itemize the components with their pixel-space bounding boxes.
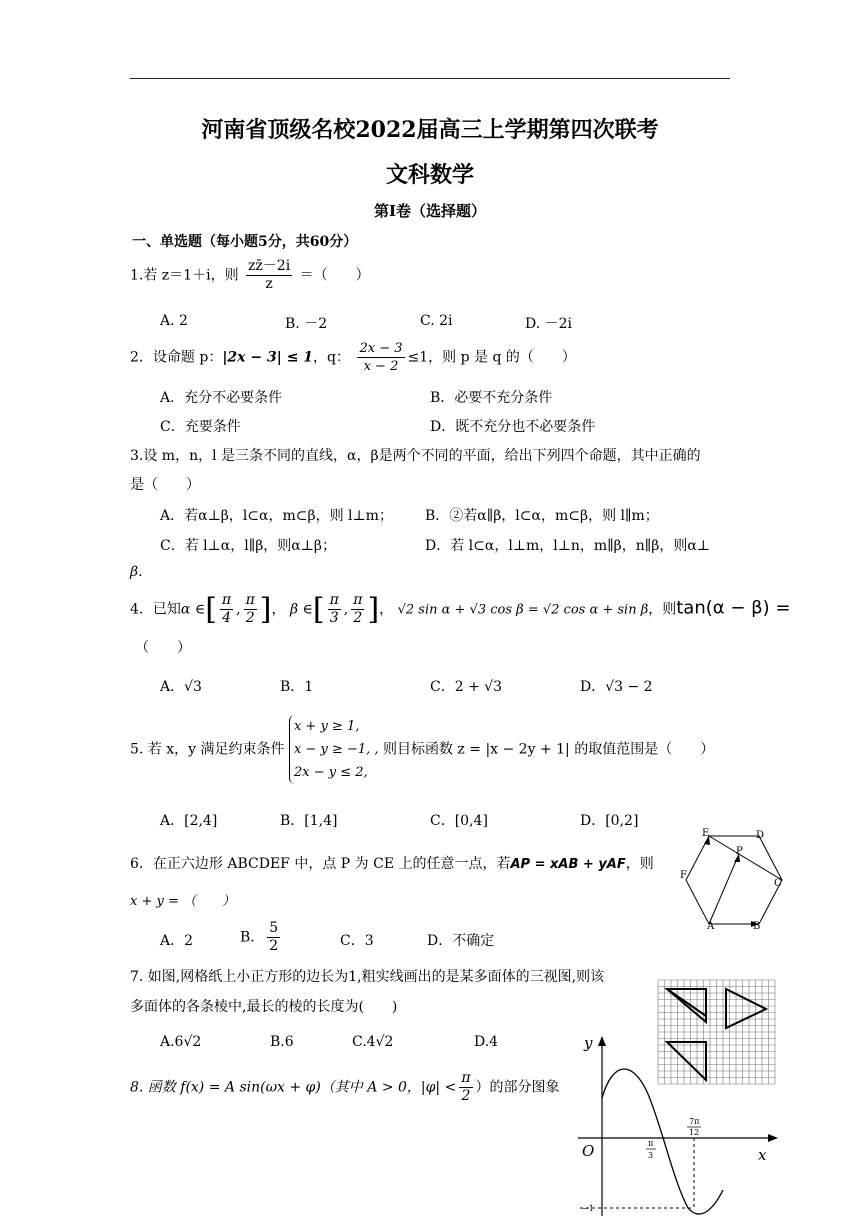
label-b: B (753, 921, 761, 932)
tick-pi: π (648, 1139, 654, 1148)
q4-pi-num: π (221, 592, 232, 608)
q5-constraint-2: x − y ≥ −1, , (293, 742, 379, 757)
q5-constraint-3: 2x − y ≤ 2, (293, 765, 368, 780)
q5-prefix: 5. 若 x，y 满足约束条件 (130, 741, 285, 758)
q1-prefix: 1.若 z＝1＋i，则 (130, 267, 239, 284)
q6-text-a: 6．在正六边形 ABCDEF 中，点 P 为 CE 上的任意一点，若 (130, 856, 511, 872)
q4-pi-num: π (245, 592, 255, 608)
q6-b-den: 2 (269, 938, 279, 954)
volume-heading: 第Ⅰ卷（选择题） (373, 202, 487, 220)
q2-p-expression: |2x − 3| ≤ 1 (222, 349, 314, 366)
side-view (726, 989, 766, 1028)
q4-prefix: 4．已知 (130, 601, 181, 618)
q2-le: ≤1 (407, 349, 429, 366)
q2-numerator: 2x − 3 (359, 341, 403, 356)
q4-ask: tan(α − β) = (676, 597, 791, 619)
q1-option-d: D. －2i (525, 316, 573, 332)
q4-frac-pi-2 (244, 592, 257, 627)
label-d: D (756, 830, 765, 841)
q1-suffix: ＝（ ） (299, 267, 370, 284)
sine-graph (568, 1030, 786, 1216)
q5-option-a: A．[2,4] (160, 813, 218, 829)
q4-then: ，则 (648, 601, 677, 618)
y-label: y (584, 1034, 593, 1052)
q4-right-bracket: ] (367, 591, 380, 627)
label-a: A (707, 921, 715, 932)
q3-option-b: B．②若α∥β，l⊂α，m⊂β，则 l∥m； (425, 508, 659, 524)
q3-line-2: 是（ ） (130, 477, 200, 493)
q6-option-b (240, 920, 283, 955)
q4-paren: （ ） (135, 640, 191, 656)
q4-den-3: 3 (329, 610, 339, 626)
q4-den-2: 2 (353, 610, 363, 626)
q4-frac-pi-3 (328, 592, 341, 627)
q6-line-1 (130, 853, 654, 873)
top-rule (130, 78, 730, 79)
q4-alpha-in: α ∈ (180, 601, 206, 618)
tick-minus-1: −1 (582, 1204, 594, 1213)
q6-text-b: ，则 (625, 856, 654, 872)
q4-left-bracket: [ (312, 591, 325, 627)
q4-option-b: B．1 (280, 679, 314, 695)
label-p: P (736, 846, 743, 857)
q4-pi-num: π (353, 592, 363, 608)
q8-prefix: 8. 函数 f(x) = A sin(ωx + φ)（其中 A > 0，|φ| < (130, 1079, 457, 1096)
q6-line-2: x + y = （ ） (130, 894, 235, 909)
x-axis-arrow (768, 1134, 778, 1142)
q2-option-a: A．充分不必要条件 (160, 390, 283, 406)
q4-equation: √2 sin α + √3 cos β = √2 cos α + sin β (397, 602, 649, 618)
q4-option-c: C．2 + √3 (430, 679, 503, 695)
q6-option-c: C．3 (340, 933, 374, 949)
question-2 (130, 340, 576, 375)
vector-ap (709, 854, 739, 924)
exam-title: 河南省顶级名校2022届高三上学期第四次联考 (201, 117, 659, 143)
q5-constraint-1: x + y ≥ 1, (293, 719, 360, 734)
tick-7pi: 7π (689, 1117, 700, 1126)
q1-option-c: C. 2i (420, 313, 453, 329)
q2-option-c: C．充要条件 (160, 419, 241, 435)
q2-option-d: D．既不充分也不必要条件 (430, 419, 596, 435)
q4-option-d: D．√3 − 2 (580, 679, 653, 695)
exam-subject: 文科数学 (385, 162, 474, 188)
q3-option-c: C．若 l⊥α，l∥β，则α⊥β； (160, 538, 337, 554)
tick-12: 12 (689, 1128, 700, 1137)
q2-denominator: x − 2 (363, 359, 399, 374)
q4-left-bracket: [ (205, 591, 217, 627)
q2-mid: ，q： (313, 349, 351, 366)
q1-denominator: z (265, 276, 273, 292)
q5-option-b: B．[1,4] (280, 813, 338, 829)
q1-option-b: B. －2 (285, 316, 328, 332)
q6-vector-equation: AP = xAB + yAF (510, 857, 626, 872)
q7-line-2: 多面体的各条棱中,最长的棱的长度为( ) (130, 999, 398, 1015)
q4-frac-pi-2b (351, 592, 364, 627)
sine-curve (602, 1069, 723, 1214)
q1-fraction (246, 258, 292, 293)
label-f: F (680, 870, 687, 881)
q5-suffix: 则目标函数 z = |x − 2y + 1| 的取值范围是（ ） (382, 741, 715, 758)
q3-option-d: D．若 l⊂α，l⊥m，l⊥n，m∥β，n∥β，则α⊥ (425, 538, 710, 554)
label-e: E (702, 828, 710, 839)
q7-option-c: C.4√2 (352, 1034, 394, 1050)
q4-frac-pi-4 (220, 592, 233, 627)
q2-option-b: B．必要不充分条件 (430, 390, 553, 406)
q8-fraction (459, 1070, 472, 1105)
q3-line-1: 3.设 m，n，l 是三条不同的直线，α，β是两个不同的平面，给出下列四个命题，其中正确的 (130, 448, 701, 464)
q4-beta-in: β ∈ (289, 601, 313, 618)
q6-option-b-fraction (267, 920, 280, 955)
q7-option-a: A.6√2 (160, 1034, 202, 1050)
q5-constraints (289, 715, 379, 784)
q7-line-1: 7. 如图,网格纸上小正方形的边长为1,粗实线画出的是某多面体的三视图,则该 (130, 969, 605, 985)
q5-option-c: C．[0,4] (430, 813, 488, 829)
q8-denominator: 2 (461, 1088, 471, 1104)
q3-option-a: A．若α⊥β，l⊂α，m⊂β，则 l⊥m； (160, 508, 393, 524)
x-label: x (758, 1146, 767, 1164)
question-1 (130, 258, 370, 293)
question-8 (130, 1070, 560, 1105)
origin-label: O (582, 1142, 595, 1160)
q2-suffix: ，则 p 是 q 的（ ） (428, 349, 576, 366)
hexagon-outline (686, 836, 782, 924)
q8-numerator: π (461, 1070, 471, 1086)
q2-prefix: 2．设命题 p： (130, 349, 223, 366)
y-axis-arrow (598, 1036, 606, 1046)
q2-fraction (357, 340, 404, 375)
q3-tail: β. (130, 564, 143, 580)
q4-den-2: 2 (245, 610, 255, 626)
question-5 (130, 715, 714, 784)
tick-3: 3 (648, 1151, 654, 1160)
section-heading: 一、单选题（每小题5分，共60分） (132, 234, 358, 250)
q4-right-bracket: ] (259, 591, 272, 627)
hexagon-figure (674, 826, 794, 932)
q4-pi-num: π (329, 592, 339, 608)
q5-option-d: D．[0,2] (580, 813, 639, 829)
q1-option-a: A. 2 (160, 313, 188, 329)
q7-option-b: B.6 (270, 1034, 294, 1050)
q6-option-d: D．不确定 (427, 933, 495, 949)
q7-option-d: D.4 (474, 1034, 499, 1050)
q6-option-b-label: B． (240, 929, 265, 946)
q1-numerator: zz̄－2i (248, 258, 291, 274)
q6-b-num: 5 (269, 920, 279, 936)
question-4: 4．已知α ∈[ $\frac{\pi}{4}$ , $\frac{\pi}{2}$ ]， β ∈[ $\frac{\pi}{3}$ , $\frac{\pi}{2}$ ]， √2 sin α + √3 cos β = √2 cos α + sin β，则tan(α − β) = (130, 591, 791, 627)
q8-suffix: ）的部分图象 (475, 1079, 560, 1096)
q4-den-4: 4 (222, 610, 231, 626)
label-c: C (774, 878, 782, 889)
q4-option-a: A．√3 (160, 679, 202, 695)
q6-option-a: A．2 (160, 933, 194, 949)
